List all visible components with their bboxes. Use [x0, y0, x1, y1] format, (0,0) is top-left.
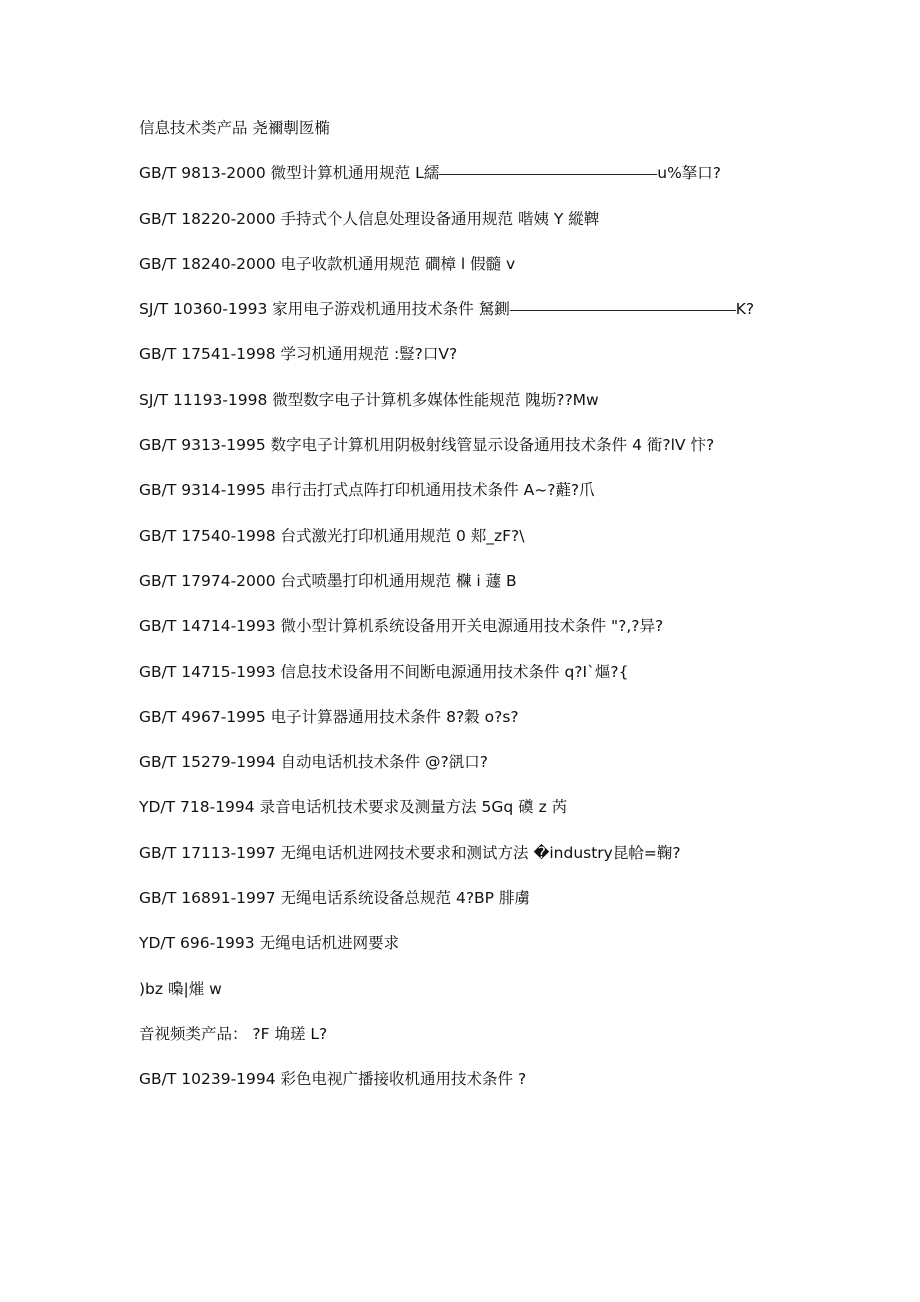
line-text: GB/T 9314-1995 串行击打式点阵打印机通用技术条件 A~?蘳?爪 — [139, 481, 595, 500]
line-text: 音视频类产品： ?F 埆瑳 L? — [139, 1024, 328, 1043]
standard-line — [139, 1065, 899, 1110]
standard-line — [139, 250, 899, 295]
line-text: SJ/T 11193-1998 微型数字电子计算机多媒体性能规范 隗坜??Mw — [139, 390, 599, 409]
line-text: )bz 嘄|熣 w — [139, 979, 222, 998]
line-text: GB/T 14715-1993 信息技术设备用不间断电源通用技术条件 q?I`熰?{ — [139, 662, 629, 681]
line-text-tail: K? — [735, 300, 755, 319]
standard-line — [139, 839, 899, 884]
standard-line — [139, 567, 899, 612]
line-text: YD/T 718-1994 录音电话机技术要求及测量方法 5Gq 磸 z 芮 — [139, 798, 568, 817]
line-text: GB/T 15279-1994 自动电话机技术条件 @?谻口? — [139, 753, 488, 772]
standard-line — [139, 205, 899, 250]
line-text: GB/T 9313-1995 数字电子计算机用阴极射线管显示设备通用技术条件 4 衜?lV 忭? — [139, 436, 715, 455]
standard-line — [139, 658, 899, 703]
line-text: 信息技术类产品 尧禰剸匢椭 — [139, 119, 330, 137]
standard-line — [139, 476, 899, 521]
line-text: GB/T 10239-1994 彩色电视广播接收机通用技术条件 ? — [139, 1070, 527, 1089]
horizontal-rule — [510, 295, 736, 323]
line-text-tail: u%拏口? — [657, 164, 722, 183]
standard-line — [139, 340, 899, 385]
line-text: GB/T 14714-1993 微小型计算机系统设备用开关电源通用技术条件 "?,?异? — [139, 617, 664, 636]
garbled-line — [139, 975, 899, 1020]
horizontal-rule — [439, 159, 657, 187]
line-text: GB/T 17113-1997 无绳电话机进网技术要求和测试方法 �industry昆帢=鞠? — [139, 843, 681, 862]
standard-line — [139, 295, 899, 340]
section-heading-it-products — [139, 114, 899, 159]
standard-line — [139, 703, 899, 748]
line-text: GB/T 17541-1998 学习机通用规范 :豎?口V? — [139, 345, 458, 364]
standards-list — [139, 114, 899, 1111]
line-text: GB/T 16891-1997 无绳电话系统设备总规范 4?BP 腓虜 — [139, 889, 530, 908]
standard-line — [139, 386, 899, 431]
standard-line — [139, 748, 899, 793]
line-text: GB/T 9813-2000 微型计算机通用规范 L繻 — [139, 164, 440, 183]
line-text: SJ/T 10360-1993 家用电子游戏机通用技术条件 駑鍘 — [139, 300, 510, 319]
line-text: YD/T 696-1993 无绳电话机进网要求 — [139, 934, 400, 953]
line-text: GB/T 17974-2000 台式喷墨打印机通用规范 樄 i 蘧 B — [139, 571, 517, 590]
standard-line — [139, 793, 899, 838]
line-text: GB/T 4967-1995 电子计算器通用技术条件 8?穀 o?s? — [139, 707, 519, 726]
standard-line — [139, 929, 899, 974]
line-text: GB/T 17540-1998 台式激光打印机通用规范 0 郏_zF?\ — [139, 526, 525, 545]
standard-line — [139, 431, 899, 476]
section-heading-av-products — [139, 1020, 899, 1065]
line-text: GB/T 18220-2000 手持式个人信息处理设备通用规范 喈姨 Y 縱鞞 — [139, 209, 600, 228]
line-text: GB/T 18240-2000 电子收款机通用规范 磵樟 l 假髓 v — [139, 254, 516, 273]
standard-line — [139, 522, 899, 567]
standard-line — [139, 612, 899, 657]
standard-line — [139, 159, 899, 204]
standard-line — [139, 884, 899, 929]
